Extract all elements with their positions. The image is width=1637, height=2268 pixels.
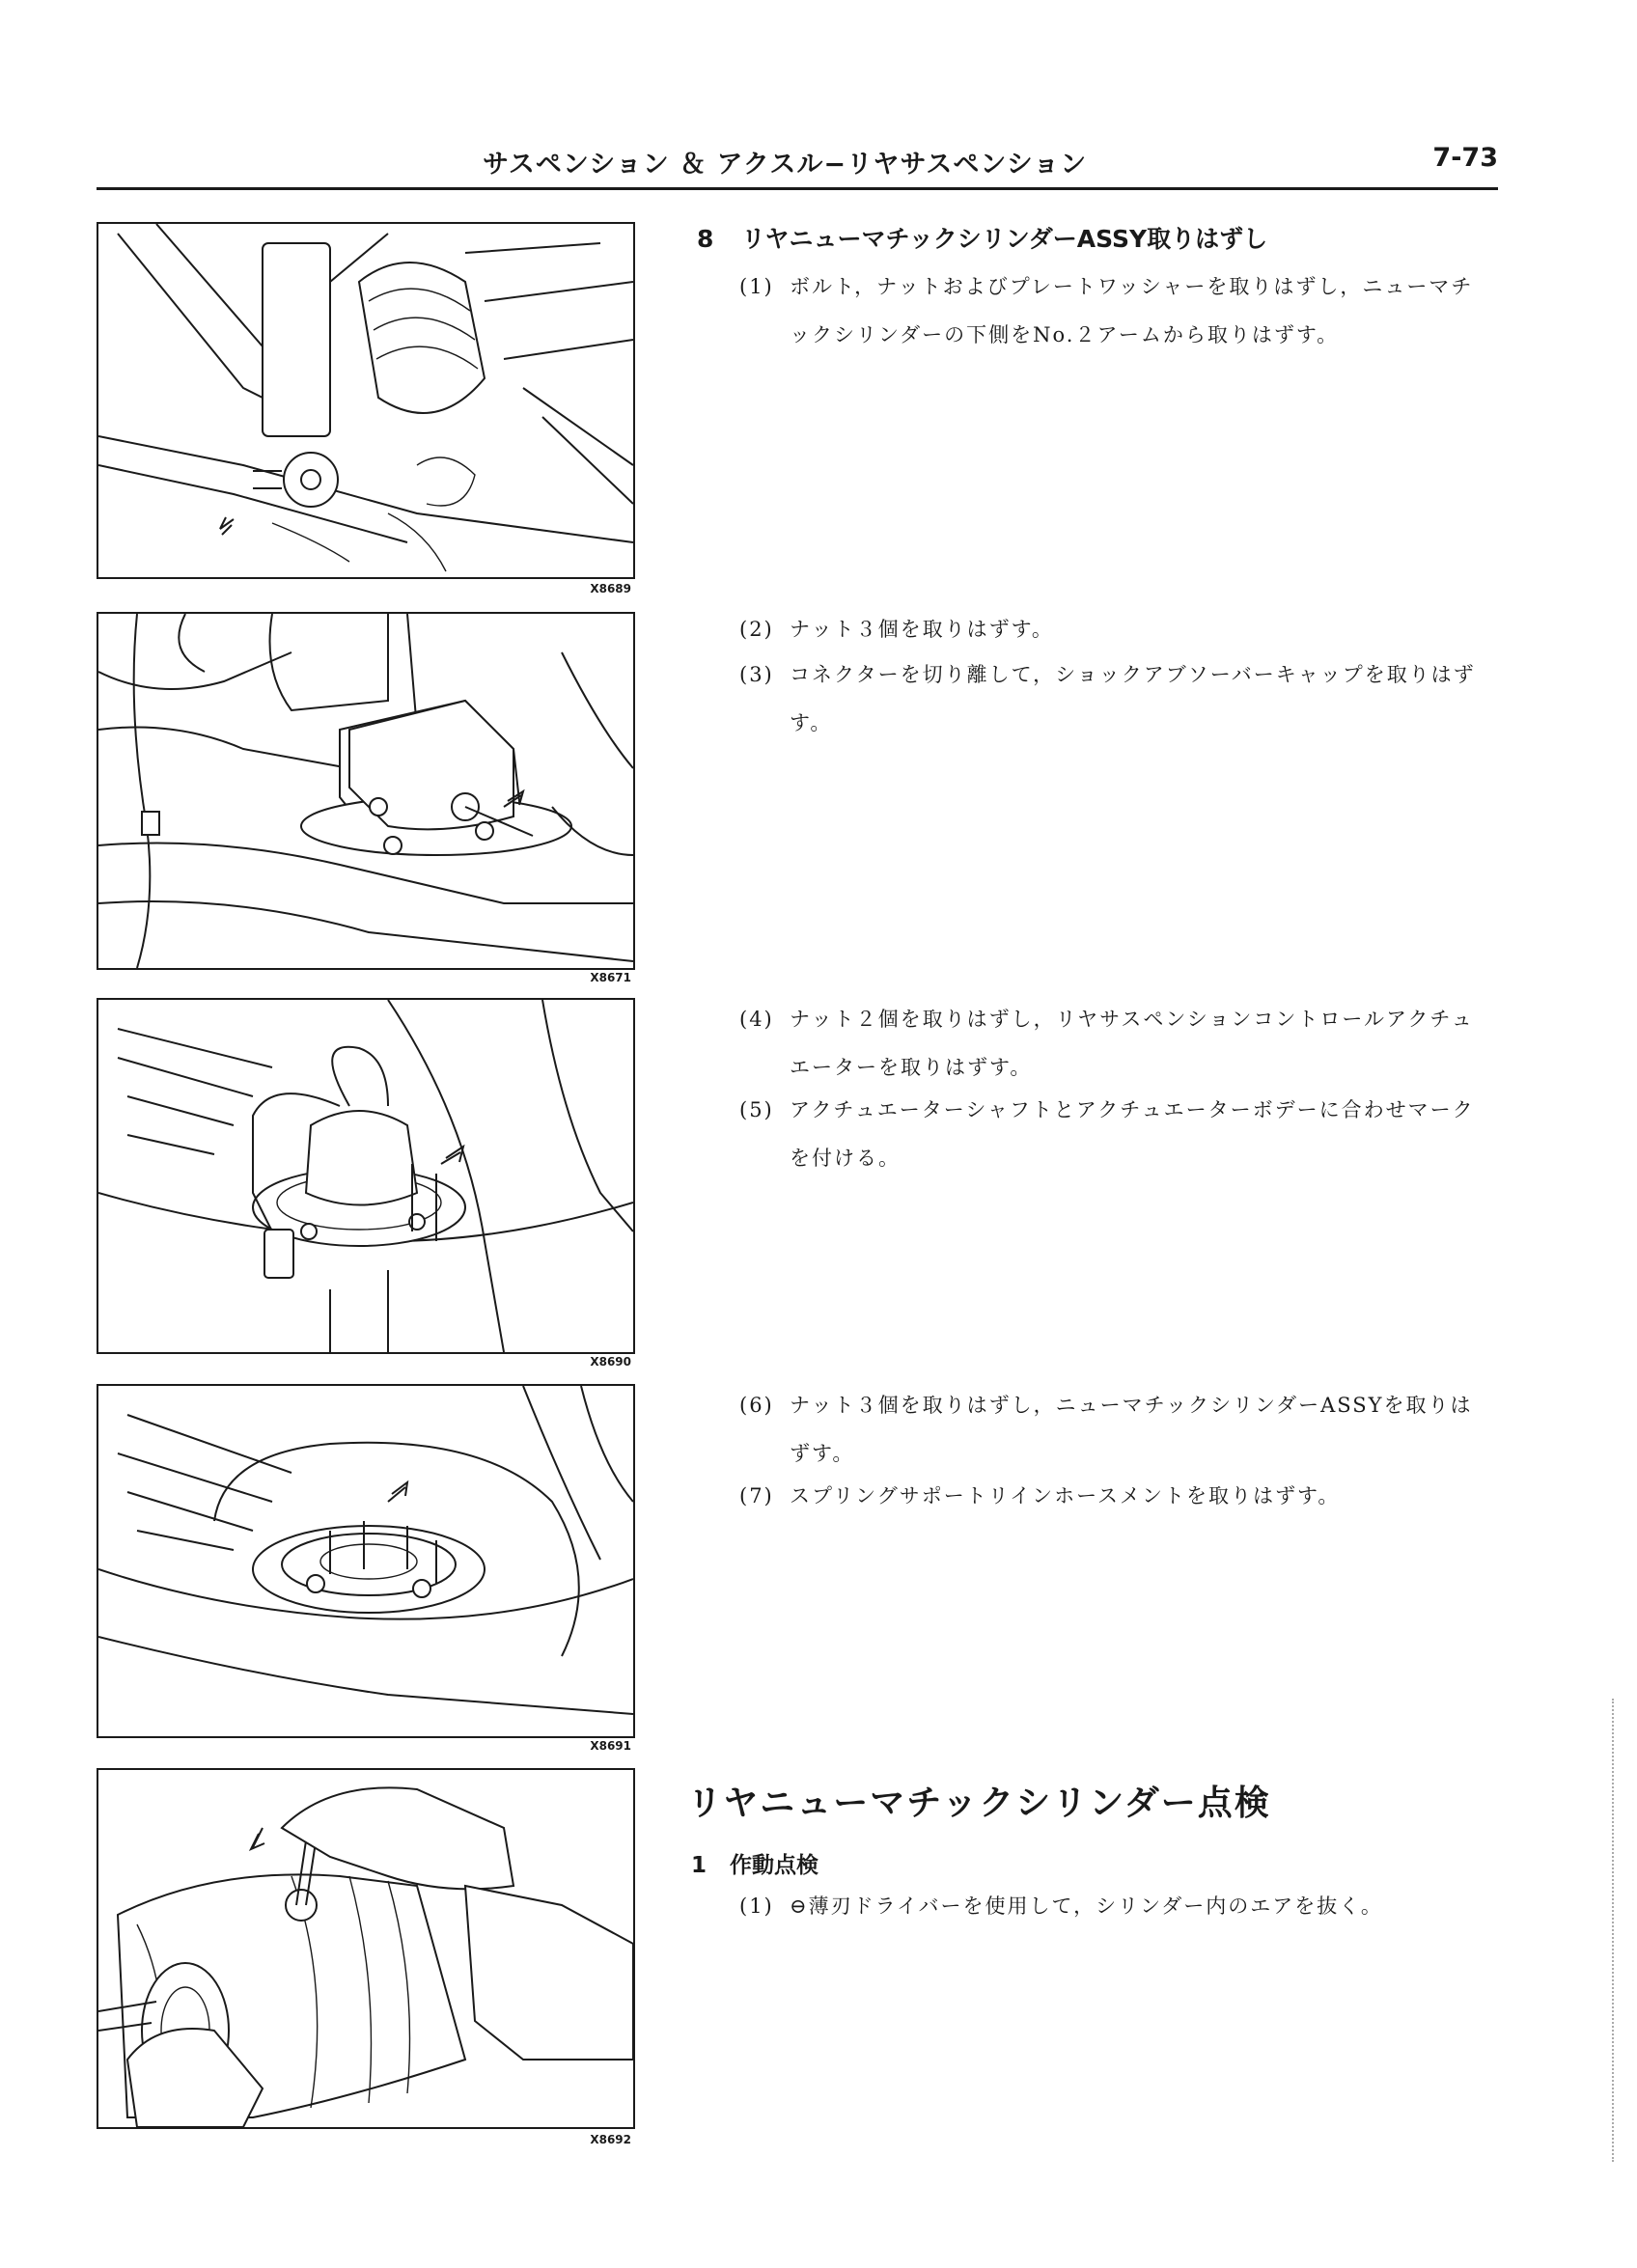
item-label: (3) [739, 663, 774, 686]
header-title: サスペンション ＆ アクスル−リヤサスペンション [483, 150, 1088, 180]
no2-arm-illustration [98, 224, 633, 577]
figure-actuator [97, 998, 635, 1354]
step-8-heading [697, 220, 1267, 255]
item-text: ナット３個を取りはずす。 [790, 618, 1054, 641]
inspection-item [739, 1882, 1492, 1930]
item-label: (6) [739, 1394, 774, 1417]
spring-support-illustration [98, 1386, 633, 1736]
figure-code: X8689 [590, 582, 631, 595]
item-text: ナット３個を取りはずし，ニューマチックシリンダーASSYを取りはずす。 [790, 1394, 1473, 1465]
item-label: (1) [739, 275, 774, 298]
item-text: スプリングサポートリインホースメントを取りはずす。 [790, 1484, 1341, 1507]
step-item [739, 650, 1492, 747]
step-number: 8 [697, 225, 714, 253]
air-release-illustration [98, 1770, 633, 2127]
step-item [739, 605, 1492, 653]
sub-number: 1 [691, 1853, 708, 1878]
step-item [739, 1472, 1492, 1520]
step-title: リヤニューマチックシリンダーASSY取りはずし [741, 225, 1268, 253]
figure-code: X8671 [590, 971, 631, 984]
figure-code: X8691 [590, 1739, 631, 1753]
item-text: ⊖薄刃ドライバーを使用して，シリンダー内のエアを抜く。 [790, 1895, 1383, 1918]
item-label: (1) [739, 1895, 774, 1918]
inspection-section-title: リヤニューマチックシリンダー点検 [687, 1784, 1271, 1823]
step-item [739, 1381, 1492, 1478]
figure-code: X8692 [590, 2133, 631, 2146]
item-label: (4) [739, 1008, 774, 1031]
inspection-sub-heading [691, 1847, 818, 1879]
page-number: 7-73 [1432, 143, 1498, 173]
actuator-illustration [98, 1000, 633, 1352]
page-header [97, 141, 1498, 190]
item-label: (7) [739, 1484, 774, 1507]
item-label: (2) [739, 618, 774, 641]
margin-dotted-line [1612, 1699, 1614, 2162]
figure-no2-arm-bolt [97, 222, 635, 579]
shock-absorber-cap-illustration [98, 614, 633, 968]
item-label: (5) [739, 1098, 774, 1121]
figure-air-release [97, 1768, 635, 2129]
item-text: アクチュエーターシャフトとアクチュエーターボデーに合わせマークを付ける。 [790, 1098, 1475, 1170]
step-item [739, 995, 1492, 1092]
sub-title: 作動点検 [730, 1853, 818, 1878]
item-text: コネクターを切り離して，ショックアブソーバーキャップを取りはずす。 [790, 663, 1476, 734]
figure-code: X8690 [590, 1355, 631, 1369]
item-text: ボルト，ナットおよびプレートワッシャーを取りはずし，ニューマチックシリンダーの下側をNo.２アームから取りはずす。 [790, 275, 1474, 346]
step-item [739, 1086, 1492, 1182]
item-text: ナット２個を取りはずし，リヤサスペンションコントロールアクチュエーターを取りはずす。 [790, 1008, 1474, 1079]
figure-spring-support [97, 1384, 635, 1738]
step-item [739, 263, 1492, 359]
figure-shock-absorber-cap [97, 612, 635, 970]
